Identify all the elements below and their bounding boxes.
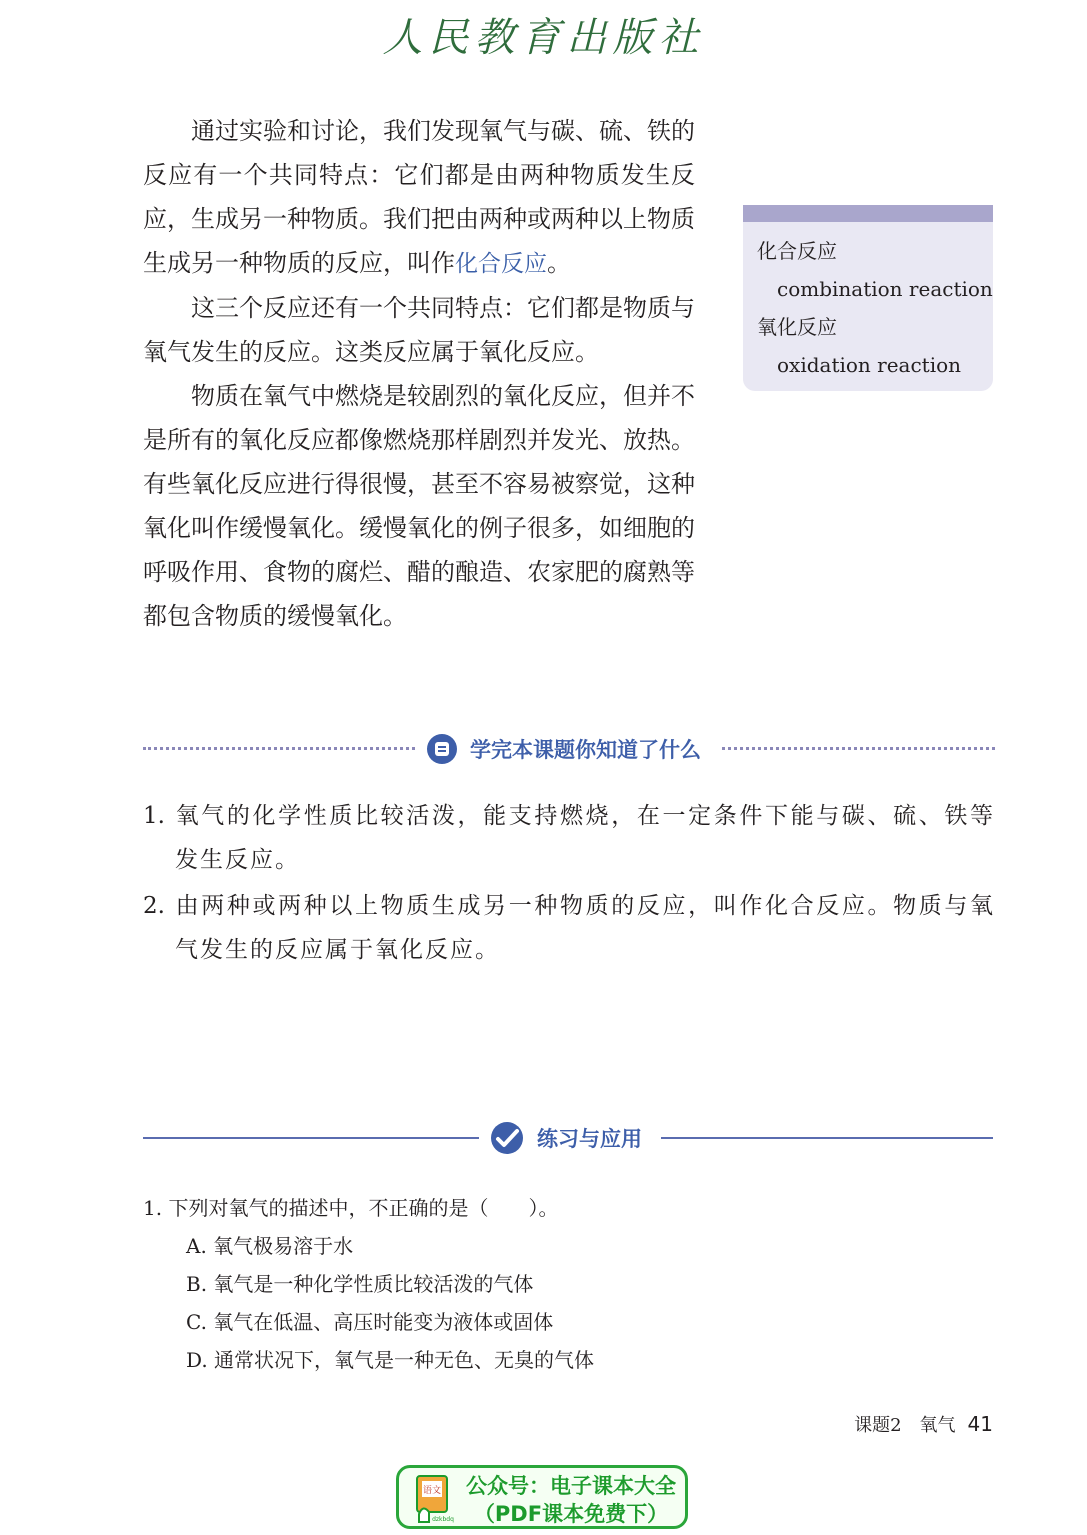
body-text — [143, 109, 695, 638]
glossary-bar — [743, 205, 993, 222]
publisher-logo: 人民教育出版社 — [382, 15, 705, 61]
paragraph-2 — [143, 286, 695, 374]
list-text: 氧气的化学性质比较活泼，能支持燃烧，在一定条件下能与碳、硫、铁等发生反应。 — [175, 803, 995, 873]
exercise-divider-right — [661, 1137, 993, 1139]
paragraph-3-text: 物质在氧气中燃烧是较剧烈的氧化反应，但并不是所有的氧化反应都像燃烧那样剧烈并发光、放热。有些氧化反应进行得很慢，甚至不容易被察觉，这种氧化叫作缓慢氧化。缓慢氧化的例子很多，如细胞的呼吸作用、食物的腐烂、醋的酿造、农家肥的腐熟等都包含物质的缓慢氧化。 — [143, 382, 695, 630]
section-divider-right — [722, 747, 995, 750]
glossary-term: 化合反应 — [757, 239, 837, 263]
watermark-line-1: 公众号：电子课本大全 — [466, 1474, 676, 1498]
summary-icon — [426, 733, 458, 765]
option-d: D. 通常状况下，氧气是一种无色、无臭的气体 — [186, 1348, 595, 1372]
option-b: B. 氧气是一种化学性质比较活泼的气体 — [186, 1272, 534, 1296]
watermark-logo-text: 语文 — [422, 1486, 442, 1496]
page-footer — [780, 1411, 993, 1437]
exercise-divider-left — [143, 1137, 479, 1139]
watermark-badge — [396, 1465, 688, 1529]
pencil-check-icon — [490, 1121, 524, 1155]
list-number: 2. — [143, 893, 165, 919]
keyword-combination-reaction: 化合反应 — [455, 251, 547, 277]
watermark-line-2: （PDF课本免费下） — [473, 1502, 669, 1526]
exercise-block — [143, 1190, 995, 1379]
paragraph-1 — [143, 109, 695, 286]
glossary-english: combination reaction — [777, 277, 993, 301]
paragraph-3 — [143, 374, 695, 638]
paragraph-1-end: 。 — [547, 249, 571, 277]
list-text: 由两种或两种以上物质生成另一种物质的反应，叫作化合反应。物质与氧气发生的反应属于氧化反应。 — [175, 893, 995, 963]
glossary-term: 氧化反应 — [757, 315, 837, 339]
exercise-heading: 练习与应用 — [537, 1127, 642, 1151]
question-1: 1. 下列对氧气的描述中，不正确的是（ ）。 — [143, 1196, 559, 1220]
footer-section: 课题2 氧气 — [854, 1415, 956, 1436]
list-item — [143, 794, 995, 882]
paragraph-1-text: 通过实验和讨论，我们发现氧气与碳、硫、铁的反应有一个共同特点：它们都是由两种物质发生反应，生成另一种物质。我们把由两种或两种以上物质生成另一种物质的反应，叫作 — [143, 117, 695, 277]
glossary-box — [743, 205, 993, 391]
page-number: 41 — [967, 1412, 993, 1436]
book-logo-icon — [413, 1474, 457, 1524]
list-item — [143, 884, 995, 972]
summary-list — [143, 794, 995, 974]
option-a: A. 氧气极易溶于水 — [186, 1234, 354, 1258]
list-number: 1. — [143, 803, 165, 829]
paragraph-2-text: 这三个反应还有一个共同特点：它们都是物质与氧气发生的反应。这类反应属于氧化反应。 — [143, 294, 695, 366]
summary-heading: 学完本课题你知道了什么 — [470, 738, 701, 762]
section-divider-left — [143, 747, 415, 750]
watermark-logo-sub: dzkbdq — [432, 1516, 454, 1523]
glossary-english: oxidation reaction — [777, 353, 962, 377]
option-c: C. 氧气在低温、高压时能变为液体或固体 — [186, 1310, 554, 1334]
